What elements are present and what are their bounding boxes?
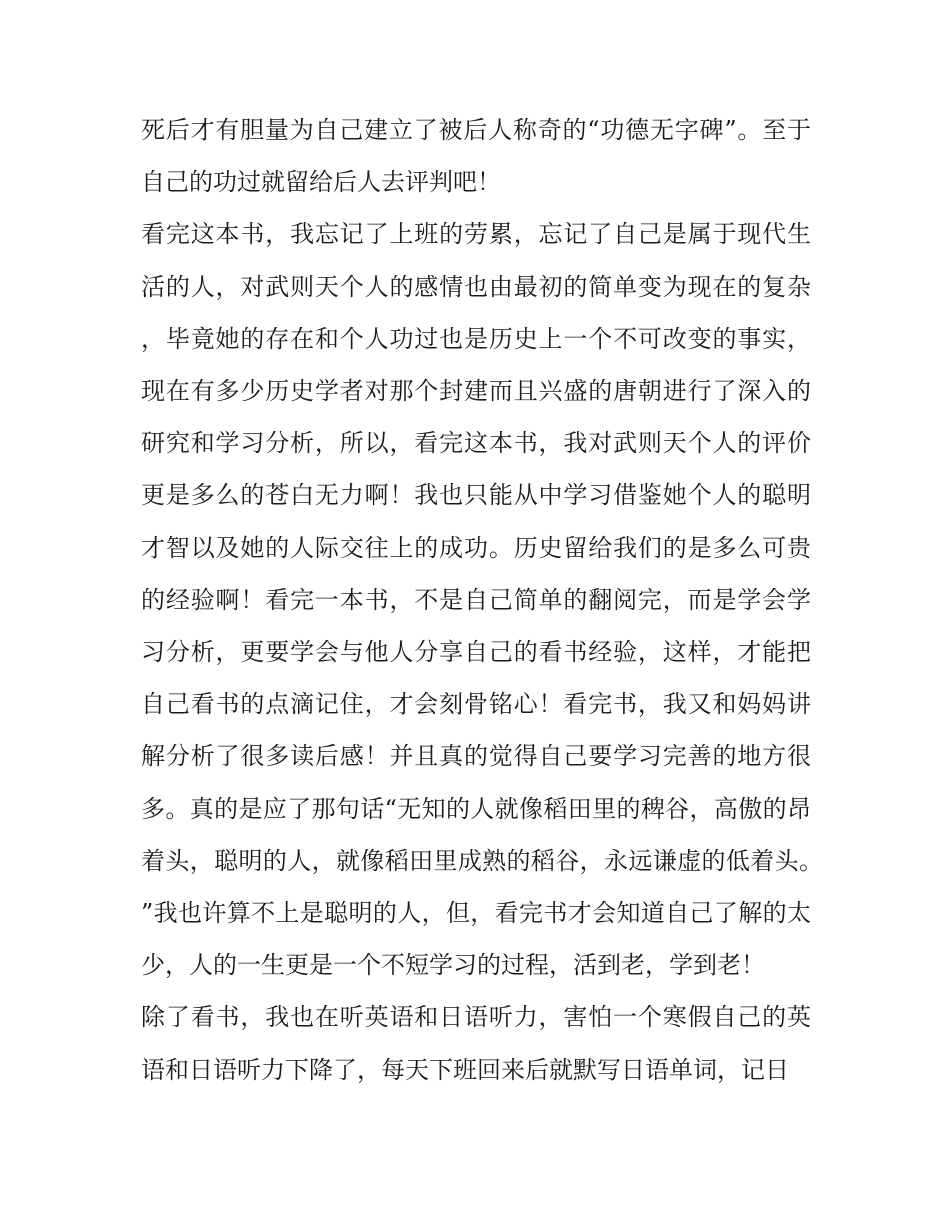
paragraph: 死后才有胆量为自己建立了被后人称奇的“功德无字碑”。至于自己的功过就留给后人去评判吧！ — [141, 116, 811, 197]
paragraph: 除了看书，我也在听英语和日语听力，害怕一个寒假自己的英语和日语听力下降了，每天下班回来后就默写日语单词，记日 — [141, 1003, 811, 1084]
paragraph: 看完这本书，我忘记了上班的劳累，忘记了自己是属于现代生活的人，对武则天个人的感情也由最初的简单变为现在的复杂，毕竟她的存在和个人功过也是历史上一个不可改变的事实，现在有多少历史学者对那个封建而且兴盛的唐朝进行了深入的研究和学习分析，所以，看完这本书，我对武则天个人的评价更是多么的苍白无力啊！我也只能从中学习借鉴她个人的聪明才智以及她的人际交往上的成功。历史留给我们的是多么可贵的经验啊！看完一本书，不是自己简单的翻阅完，而是学会学习分析，更要学会与他人分享自己的看书经验，这样，才能把自己看书的点滴记住，才会刻骨铭心！看完书，我又和妈妈讲解分析了很多读后感！并且真的觉得自己要学习完善的地方很多。真的是应了那句话“无知的人就像稻田里的稗谷，高傲的昂着头，聪明的人，就像稻田里成熟的稻谷，永远谦虚的低着头。”我也许算不上是聪明的人，但，看完书才会知道自己了解的太少，人的一生更是一个不短学习的过程，活到老，学到老！ — [141, 220, 811, 980]
document-body — [141, 104, 811, 1096]
